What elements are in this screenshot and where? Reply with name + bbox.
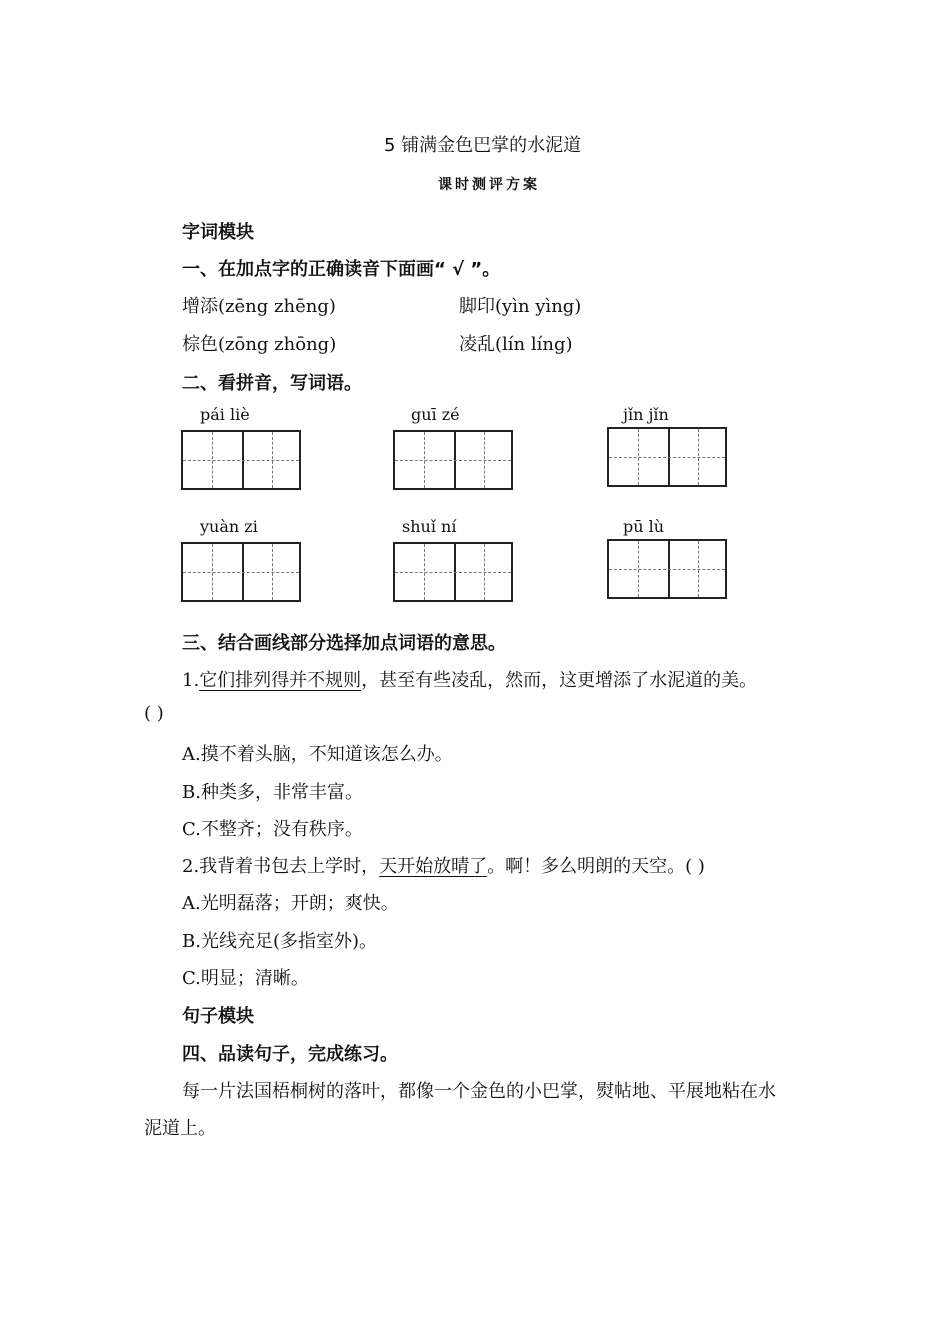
writing-grid[interactable] [181, 542, 301, 602]
pinyin-label: shuǐ ní [402, 517, 457, 536]
question-4-title: 四、品读句子，完成练习。 [182, 1044, 398, 1065]
option-b: B.光线充足(多指室外)。 [182, 931, 377, 952]
pronunciation-item: 脚印(yìn yìng) [459, 296, 582, 317]
writing-grid[interactable] [181, 430, 301, 490]
question-3-sentence-1: 1.它们排列得并不规则，甚至有些凌乱，然而，这更增添了水泥道的美。 [182, 670, 758, 691]
page-title: 5 铺满金色巴掌的水泥道 [384, 135, 582, 156]
page-subtitle: 课时测评方案 [438, 177, 540, 193]
pinyin-label: pū lù [623, 517, 665, 536]
pinyin-label: jǐn jǐn [623, 405, 669, 424]
pronunciation-item: 凌乱(lín líng) [459, 334, 573, 355]
pinyin-label: pái liè [200, 405, 250, 424]
question-3-title: 三、结合画线部分选择加点词语的意思。 [182, 633, 506, 654]
question-3-sentence-2: 2.我背着书包去上学时，天开始放晴了。啊！多么明朗的天空。( ) [182, 856, 705, 877]
writing-grid[interactable] [607, 427, 727, 487]
passage-line: 泥道上。 [144, 1118, 216, 1139]
question-1-title: 一、在加点字的正确读音下面画“ √ ”。 [182, 259, 501, 280]
writing-grid[interactable] [393, 542, 513, 602]
writing-grid[interactable] [607, 539, 727, 599]
pinyin-label: guī zé [411, 405, 460, 424]
option-c: C.不整齐；没有秩序。 [182, 819, 363, 840]
option-c: C.明显；清晰。 [182, 968, 309, 989]
writing-grid[interactable] [393, 430, 513, 490]
pronunciation-item: 棕色(zōng zhōng) [182, 334, 337, 355]
passage-line: 每一片法国梧桐树的落叶，都像一个金色的小巴掌，熨帖地、平展地粘在水 [182, 1081, 776, 1102]
pronunciation-item: 增添(zēng zhēng) [182, 296, 336, 317]
option-a: A.摸不着头脑，不知道该怎么办。 [182, 744, 453, 765]
pinyin-label: yuàn zi [200, 517, 258, 536]
section-label-words: 字词模块 [182, 222, 254, 243]
answer-blank[interactable]: ( ) [144, 703, 164, 724]
section-label-sentences: 句子模块 [182, 1006, 254, 1027]
question-2-title: 二、看拼音，写词语。 [182, 373, 362, 394]
underlined-phrase: 它们排列得并不规则 [199, 670, 362, 691]
underlined-phrase: 天开始放晴了 [379, 856, 488, 877]
option-b: B.种类多，非常丰富。 [182, 782, 363, 803]
option-a: A.光明磊落；开朗；爽快。 [182, 893, 399, 914]
